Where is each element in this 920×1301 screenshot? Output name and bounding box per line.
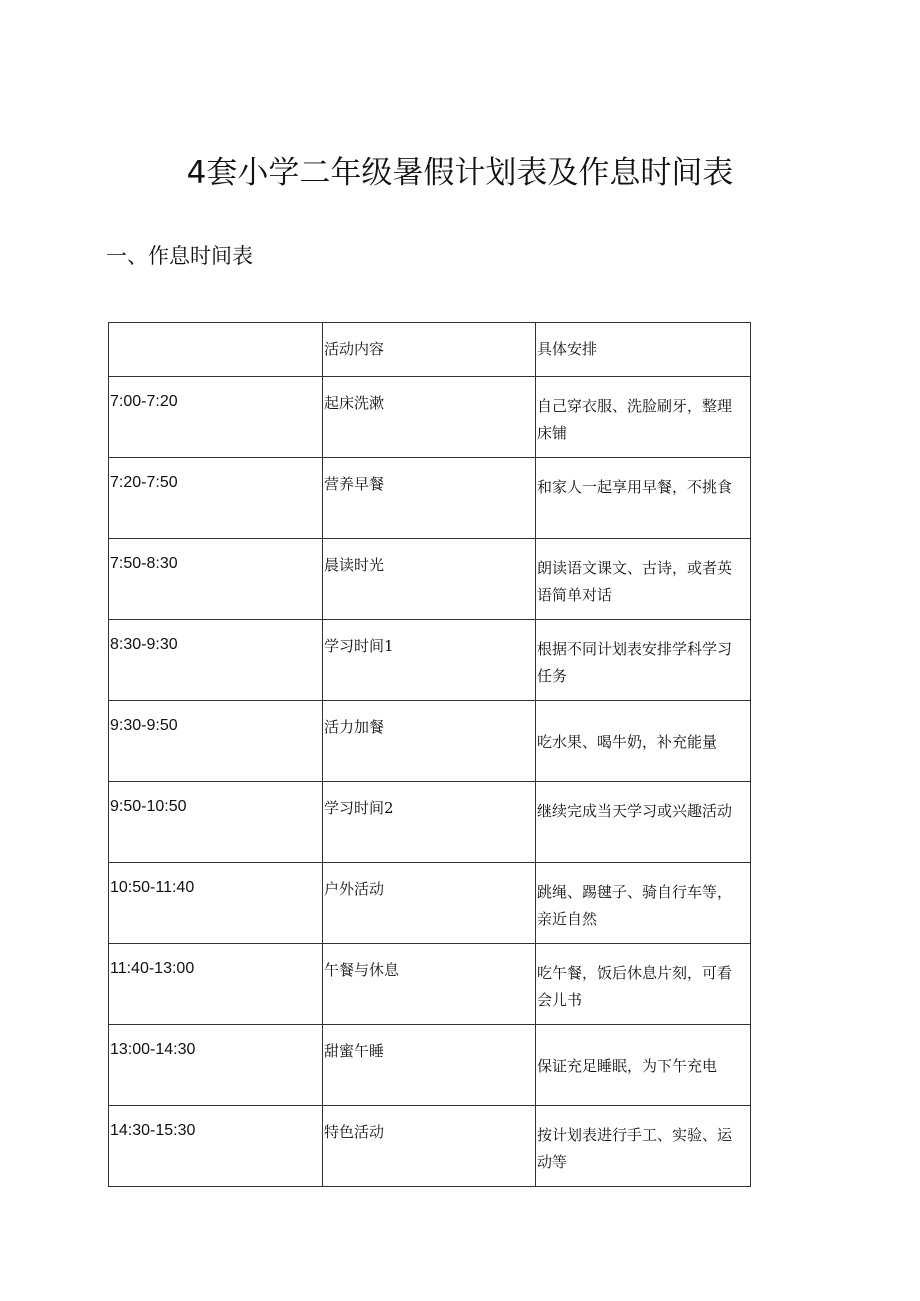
section-heading: 一、作息时间表 bbox=[106, 244, 253, 268]
detail-cell: 吃水果、喝牛奶，补充能量 bbox=[536, 701, 751, 782]
time-cell: 13:00-14:30 bbox=[109, 1025, 323, 1106]
activity-cell: 学习时间2 bbox=[323, 782, 536, 863]
activity-cell: 特色活动 bbox=[323, 1106, 536, 1187]
table-row bbox=[109, 782, 751, 863]
activity-cell: 午餐与休息 bbox=[323, 944, 536, 1025]
time-cell: 11:40-13:00 bbox=[109, 944, 323, 1025]
detail-cell: 根据不同计划表安排学科学习任务 bbox=[536, 620, 751, 701]
table-row bbox=[109, 944, 751, 1025]
detail-cell: 朗读语文课文、古诗，或者英语简单对话 bbox=[536, 539, 751, 620]
table-row bbox=[109, 539, 751, 620]
header-activity-label: 活动内容 bbox=[324, 340, 385, 358]
time-cell: 9:50-10:50 bbox=[109, 782, 323, 863]
schedule-table bbox=[108, 322, 751, 1187]
table-row bbox=[109, 1106, 751, 1187]
detail-cell: 继续完成当天学习或兴趣活动 bbox=[536, 782, 751, 863]
activity-cell: 学习时间1 bbox=[323, 620, 536, 701]
time-cell: 7:00-7:20 bbox=[109, 377, 323, 458]
time-cell: 9:30-9:50 bbox=[109, 701, 323, 782]
detail-cell: 和家人一起享用早餐，不挑食 bbox=[536, 458, 751, 539]
table-row bbox=[109, 458, 751, 539]
detail-cell: 跳绳、踢毽子、骑自行车等，亲近自然 bbox=[536, 863, 751, 944]
table-row bbox=[109, 701, 751, 782]
document-title: 4套小学二年级暑假计划表及作息时间表 bbox=[186, 155, 734, 191]
header-cell-time bbox=[109, 323, 323, 377]
activity-cell: 营养早餐 bbox=[323, 458, 536, 539]
activity-cell: 甜蜜午睡 bbox=[323, 1025, 536, 1106]
detail-cell: 自己穿衣服、洗脸刷牙，整理床铺 bbox=[536, 377, 751, 458]
detail-cell: 吃午餐，饭后休息片刻，可看会儿书 bbox=[536, 944, 751, 1025]
time-cell: 10:50-11:40 bbox=[109, 863, 323, 944]
header-cell-detail bbox=[536, 323, 751, 377]
table-row bbox=[109, 863, 751, 944]
time-cell: 14:30-15:30 bbox=[109, 1106, 323, 1187]
table-row bbox=[109, 620, 751, 701]
header-detail-label: 具体安排 bbox=[537, 340, 598, 358]
table-row bbox=[109, 1025, 751, 1106]
detail-cell: 保证充足睡眠，为下午充电 bbox=[536, 1025, 751, 1106]
activity-cell: 起床洗漱 bbox=[323, 377, 536, 458]
activity-cell: 晨读时光 bbox=[323, 539, 536, 620]
time-cell: 7:50-8:30 bbox=[109, 539, 323, 620]
time-cell: 7:20-7:50 bbox=[109, 458, 323, 539]
table-row bbox=[109, 377, 751, 458]
detail-cell: 按计划表进行手工、实验、运动等 bbox=[536, 1106, 751, 1187]
activity-cell: 活力加餐 bbox=[323, 701, 536, 782]
table-header-row bbox=[109, 323, 751, 377]
activity-cell: 户外活动 bbox=[323, 863, 536, 944]
header-cell-activity bbox=[323, 323, 536, 377]
time-cell: 8:30-9:30 bbox=[109, 620, 323, 701]
